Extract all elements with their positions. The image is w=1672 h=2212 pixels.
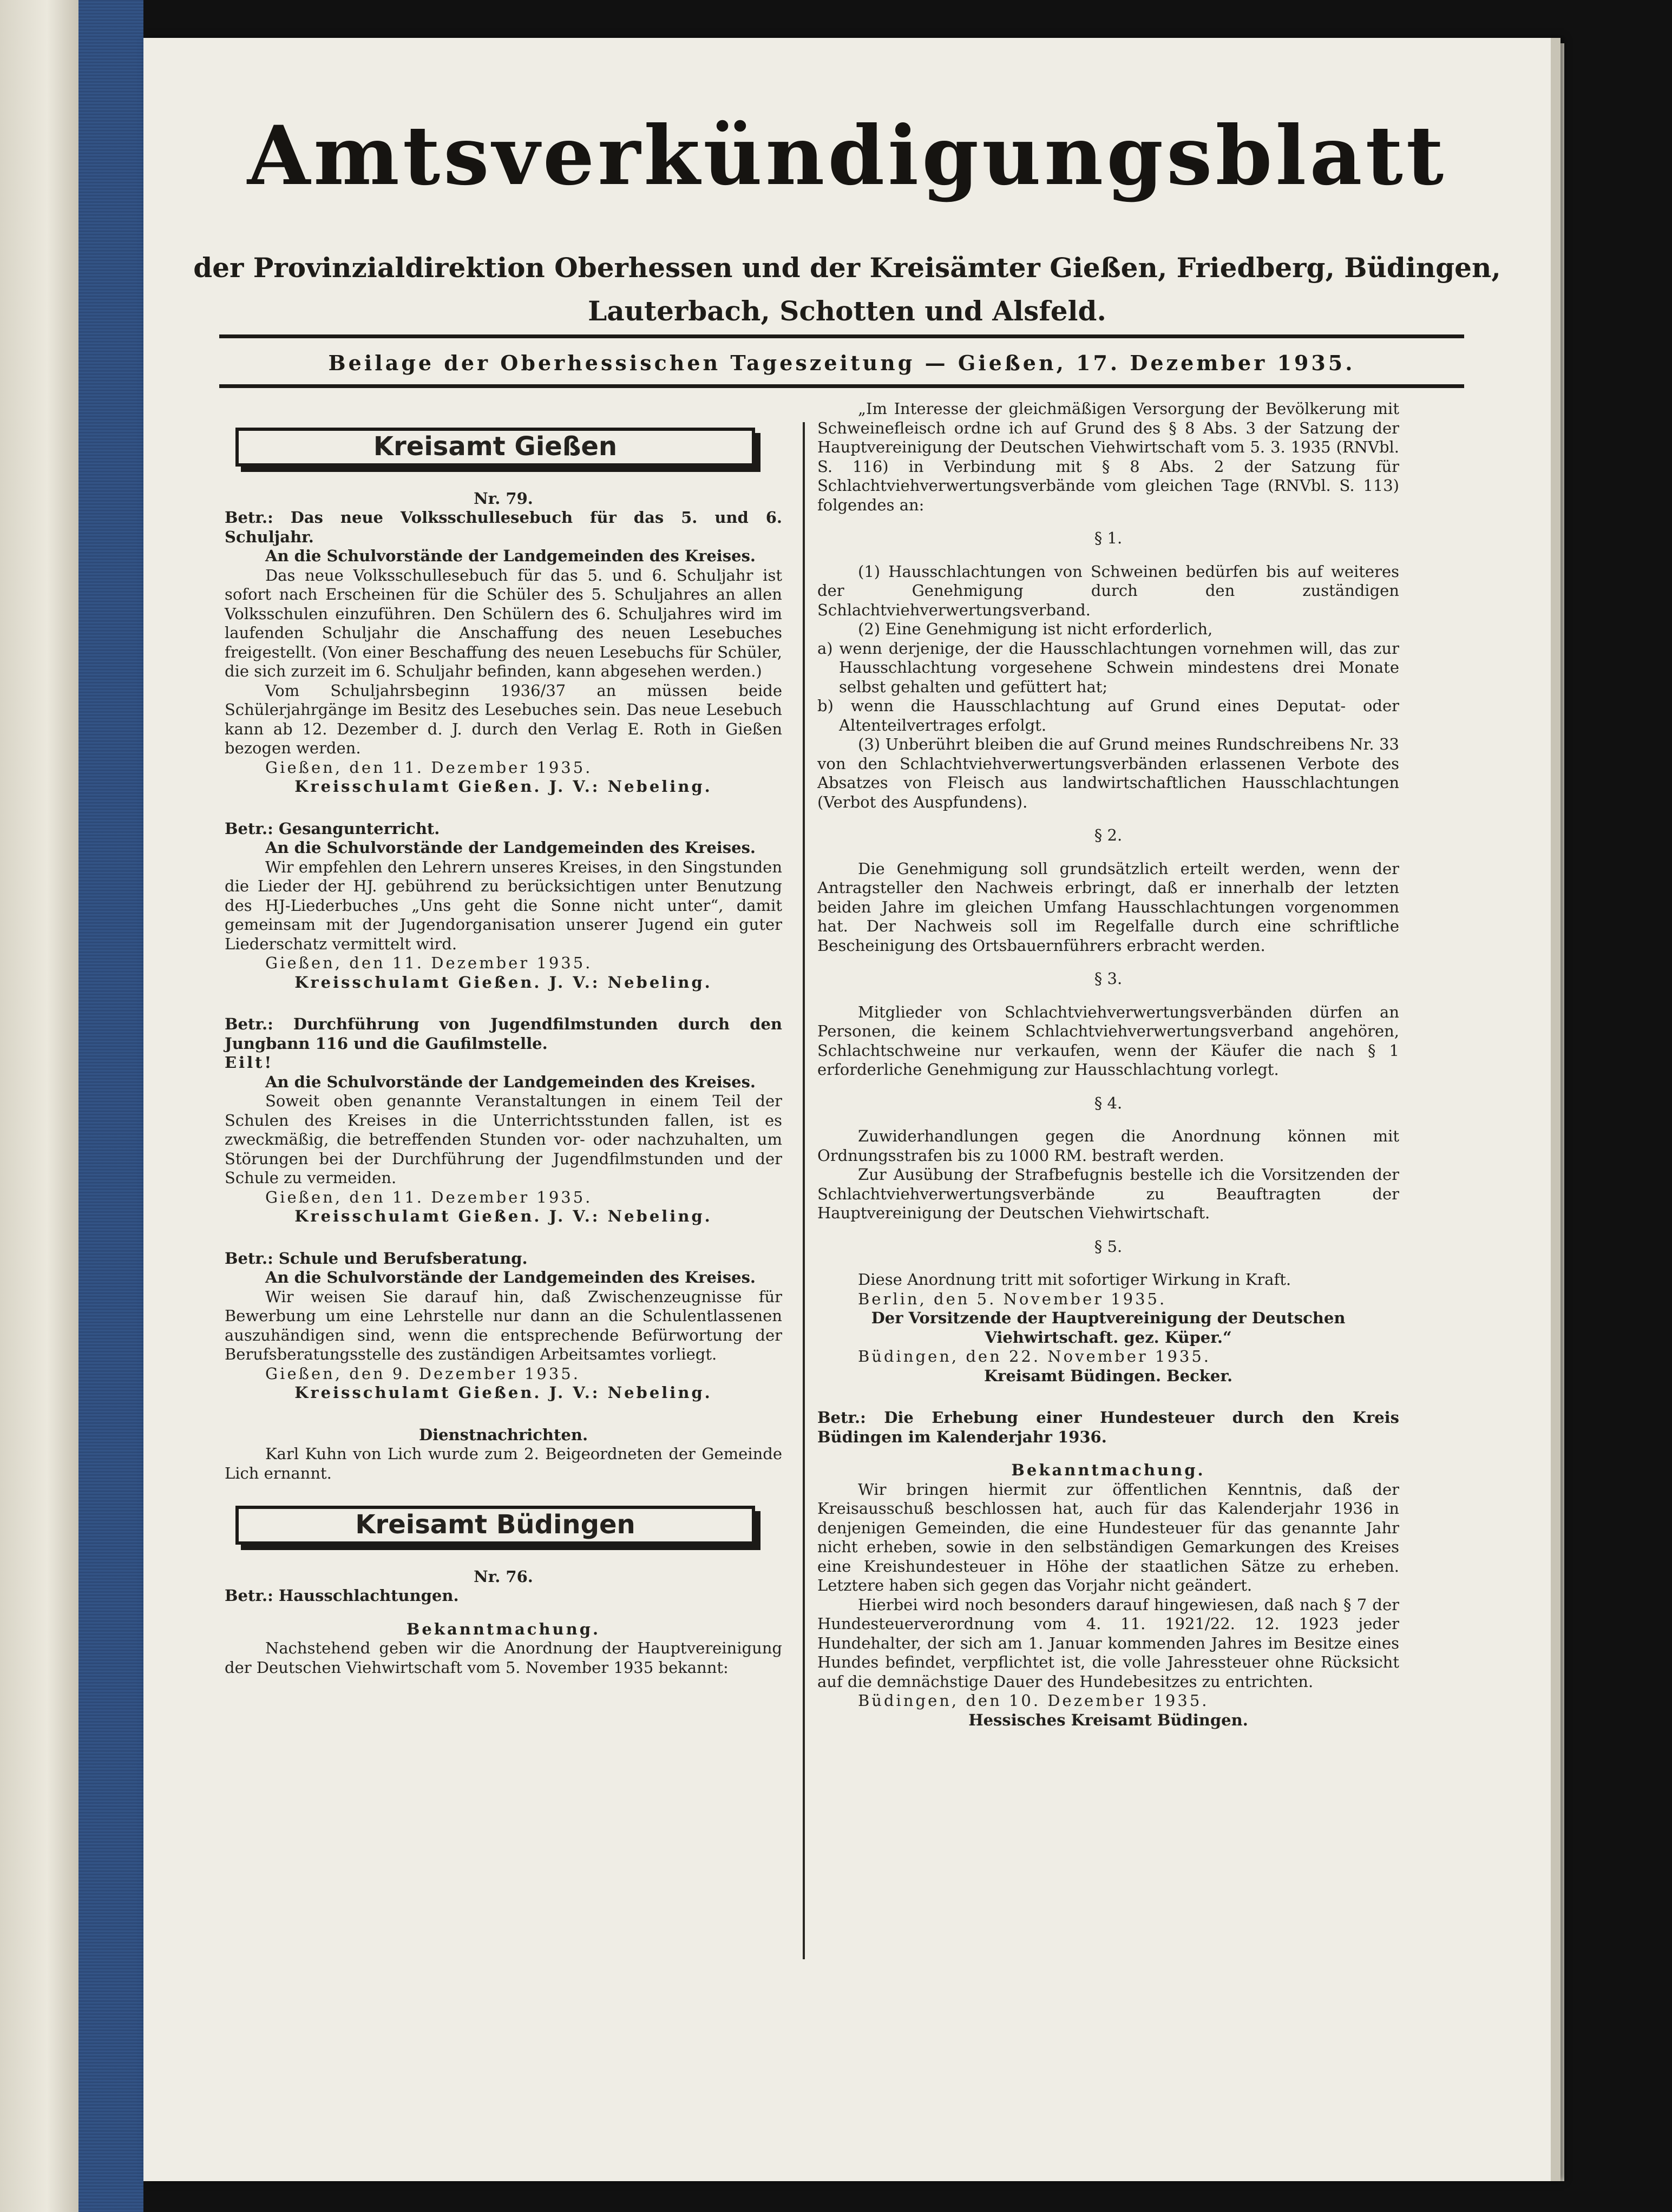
section-number: § 1. (1094, 529, 1123, 547)
section-number: § 2. (1094, 826, 1123, 844)
notice-date: Gießen, den 9. Dezember 1935. (265, 1364, 580, 1383)
notice-signature: Kreisschulamt Gießen. J. V.: Nebeling. (294, 1383, 712, 1402)
notice-subject: Betr.: Schule und Berufsberatung. (225, 1249, 528, 1268)
announcement-heading: Bekanntmachung. (406, 1619, 601, 1638)
notice-date: Büdingen, den 22. November 1935. (858, 1347, 1211, 1366)
ordinance-signatory: Der Vorsitzende der Hauptvereinigung der Deutschen (871, 1309, 1346, 1327)
section-heading: Dienstnachrichten. (418, 1425, 588, 1444)
ordinance-paragraph: Diese Anordnung tritt mit sofortiger Wirkung in Kraft. (858, 1270, 1291, 1289)
masthead-subtitle-line2: Lauterbach, Schotten und Alsfeld. (588, 295, 1106, 327)
notice-subject: Betr.: Durchführung von Jugendfilmstunden durch den Jungbann 116 und die Gaufilmstelle. (225, 1015, 782, 1053)
masthead-subtitle-line1: der Provinzialdirektion Oberhessen und der Kreisämter Gießen, Friedberg, Büdingen, (193, 252, 1501, 284)
notice-signature: Hessisches Kreisamt Büdingen. (968, 1710, 1248, 1729)
masthead-rule-bottom (219, 384, 1464, 388)
notice-paragraph: Karl Kuhn von Lich wurde zum 2. Beigeordneten der Gemeinde Lich ernannt. (225, 1445, 782, 1482)
notice-number: Nr. 79. (474, 489, 533, 508)
notice-paragraph: Wir bringen hiermit zur öffentlichen Kenntnis, daß der Kreisausschuß beschlossen hat, auch für das Kalenderjahr 1936 in denjenigen Gemeinden, die eine Hundesteuer für das genannte Jahr nicht erheben, sowie in den selbständigen Gemarkungen des Kreises eine Kreishundesteuer in Höhe der staatlichen Sätze zu erheben. Letztere haben sich gegen das Vorjahr nicht geändert. (817, 1480, 1399, 1594)
notice-date: Gießen, den 11. Dezember 1935. (265, 758, 593, 777)
notice-signature: Kreisamt Büdingen. Becker. (983, 1366, 1233, 1385)
notice-paragraph: Vom Schuljahrsbeginn 1936/37 an müssen beide Schülerjahrgänge im Besitz des Lesebuches sein. Das neue Lesebuch kann ab 12. Dezember d. J. durch den Verlag E. Roth in Gießen bezogen werden. (225, 681, 782, 757)
masthead-title: Amtsverkündigungsblatt (247, 108, 1447, 204)
notice-paragraph: Soweit oben genannte Veranstaltungen in einem Teil der Schulen des Kreises in die Unterrichtsstunden fallen, ist es zweckmäßig, die betreffenden Stunden vor- oder nachzuhalten, um Störungen bei der Durchführung der Jugendfilmstunden und der Schule zu vermeiden. (225, 1092, 782, 1187)
ordinance-paragraph: Die Genehmigung soll grundsätzlich erteilt werden, wenn der Antragsteller den Nachweis erbringt, daß er innerhalb der letzten beiden Jahre im gleichen Umfang Hausschlachtungen vorgenommen hat. Der Nachweis soll im Regelfalle durch eine schriftliche Bescheinigung des Ortsbauernführers erbracht werden. (817, 859, 1399, 955)
notice-paragraph: Das neue Volksschullesebuch für das 5. und 6. Schuljahr ist sofort nach Erscheinen für die Schüler des 5. Schuljahres an allen Volksschulen einzuführen. Den Schülern des 6. Schuljahres wird im laufenden Schuljahr die Anschaffung des neuen Lesebuches freigestellt. (Von einer Beschaffung des neuen Lesebuchs für Schüler, die sich zurzeit im 6. Schuljahr befinden, kann abgesehen werden.) (225, 566, 782, 680)
right-column (817, 399, 1399, 1730)
notice-date: Büdingen, den 10. Dezember 1935. (858, 1691, 1209, 1710)
notice-paragraph: Wir weisen Sie darauf hin, daß Zwischenzeugnisse für Bewerbung um eine Lehrstelle nur dann an die Schulentlassenen auszuhändigen sind, wenn die entsprechende Befürwortung der Berufsberatungsstelle des zuständigen Arbeitsamtes vorliegt. (225, 1287, 782, 1363)
notice-signature: Kreisschulamt Gießen. J. V.: Nebeling. (294, 777, 712, 796)
supplement-line: Beilage der Oberhessischen Tageszeitung — Gießen, 17. Dezember 1935. (328, 351, 1355, 375)
ordinance-paragraph: (2) Eine Genehmigung ist nicht erforderlich, (858, 620, 1213, 638)
notice-address: An die Schulvorstände der Landgemeinden des Kreises. (265, 547, 756, 565)
notice-subject: Betr.: Das neue Volksschullesebuch für das 5. und 6. Schuljahr. (225, 508, 782, 546)
notice-subject: Betr.: Hausschlachtungen. (225, 1586, 459, 1605)
ordinance-intro: „Im Interesse der gleichmäßigen Versorgung der Bevölkerung mit Schweinefleisch ordne ich auf Grund des § 8 Abs. 3 der Satzung der Hauptvereinigung der Deutschen Viehwirtschaft vom 5. 3. 1935 (RNVbl. S. 116) in Verbindung mit § 8 Abs. 2 der Satzung für Schlachtviehverwertungsverbände vom gleichen Tage (RNVbl. S. 113) folgendes an: (817, 399, 1399, 514)
ordinance-paragraph: (1) Hausschlachtungen von Schweinen bedürfen bis auf weiteres der Genehmigung durch den zuständigen Schlachtviehverwertungsverband. (817, 562, 1399, 619)
notice-address: An die Schulvorstände der Landgemeinden des Kreises. (265, 1268, 756, 1286)
notice-address: An die Schulvorstände der Landgemeinden des Kreises. (265, 838, 756, 857)
notice-date: Gießen, den 11. Dezember 1935. (265, 954, 593, 972)
ordinance-paragraph: (3) Unberührt bleiben die auf Grund meines Rundschreibens Nr. 33 von den Schlachtviehverwertungsverbänden erlassenen Verbote des Absatzes von Fleisch aus landwirtschaftlichen Hausschlachtungen (Verbot des Auspfundens). (817, 735, 1399, 811)
notice-number: Nr. 76. (474, 1567, 533, 1586)
section-number: § 4. (1094, 1093, 1123, 1112)
announcement-heading: Bekanntmachung. (1011, 1461, 1205, 1479)
notice-urgent: Eilt! (225, 1053, 274, 1072)
notice-signature: Kreisschulamt Gießen. J. V.: Nebeling. (294, 973, 712, 992)
ordinance-paragraph: Zur Ausübung der Strafbefugnis bestelle ich die Vorsitzenden der Schlachtviehverwertungsverbände zu Beauftragten der Hauptvereinigung der Deutschen Viehwirtschaft. (817, 1165, 1399, 1222)
ordinance-item: b) wenn die Hausschlachtung auf Grund eines Deputat- oder Altenteilvertrages erfolgt. (817, 697, 1399, 734)
kreisamt-buedingen-heading: Kreisamt Büdingen (235, 1506, 755, 1545)
facing-page-edge (0, 0, 78, 2212)
notice-subject: Betr.: Gesangunterricht. (225, 819, 440, 838)
notice-signature: Kreisschulamt Gießen. J. V.: Nebeling. (294, 1207, 712, 1225)
notice-paragraph: Hierbei wird noch besonders darauf hingewiesen, daß nach § 7 der Hundesteuerverordnung vom 4. 11. 1921/22. 12. 1923 jeder Hundehalter, der sich am 1. Januar kommenden Jahres im Besitze eines Hundes befindet, verpflichtet ist, die volle Jahressteuer ohne Rücksicht auf die demnächstige Dauer des Hundebesitzes zu entrichten. (817, 1595, 1399, 1691)
ordinance-item: a) wenn derjenige, der die Hausschlachtungen vornehmen will, das zur Hausschlachtung vorgesehene Schwein mindestens drei Monate selbst gehalten und gefüttert hat; (817, 639, 1399, 696)
notice-subject: Betr.: Die Erhebung einer Hundesteuer durch den Kreis Büdingen im Kalenderjahr 1936. (817, 1408, 1399, 1446)
document-page (143, 38, 1560, 2181)
notice-address: An die Schulvorstände der Landgemeinden des Kreises. (265, 1072, 756, 1091)
column-divider (803, 422, 805, 1959)
kreisamt-giessen-heading: Kreisamt Gießen (235, 428, 755, 467)
section-number: § 5. (1094, 1237, 1123, 1256)
ordinance-signatory: Viehwirtschaft. gez. Küper.“ (985, 1328, 1232, 1347)
ordinance-place-date: Berlin, den 5. November 1935. (858, 1289, 1167, 1308)
notice-paragraph: Nachstehend geben wir die Anordnung der Hauptvereinigung der Deutschen Viehwirtschaft vom 5. November 1935 bekannt: (225, 1639, 782, 1677)
notice-paragraph: Wir empfehlen den Lehrern unseres Kreises, in den Singstunden die Lieder der HJ. gebührend zu berücksichtigen unter Benutzung des HJ-Liederbuches „Uns geht die Sonne nicht unter“, damit gemeinsam mit der Jugendorganisation unserer Jugend ein guter Liederschatz vermittelt wird. (225, 857, 782, 953)
ordinance-paragraph: Zuwiderhandlungen gegen die Anordnung können mit Ordnungsstrafen bis zu 1000 RM. bestraft werden. (817, 1127, 1399, 1165)
masthead-subtitle (143, 246, 1551, 333)
masthead-rule-top (219, 334, 1464, 338)
ordinance-paragraph: Mitglieder von Schlachtviehverwertungsverbänden dürfen an Personen, die keinem Schlachtviehverwertungsverband angehören, Schlachtschweine nur verkaufen, wenn der Käufer die nach § 1 erforderliche Genehmigung zur Hausschlachtung vorlegt. (817, 1002, 1399, 1079)
section-number: § 3. (1094, 969, 1123, 988)
notice-date: Gießen, den 11. Dezember 1935. (265, 1187, 593, 1206)
left-column (225, 428, 782, 1677)
book-binding (78, 0, 143, 2212)
